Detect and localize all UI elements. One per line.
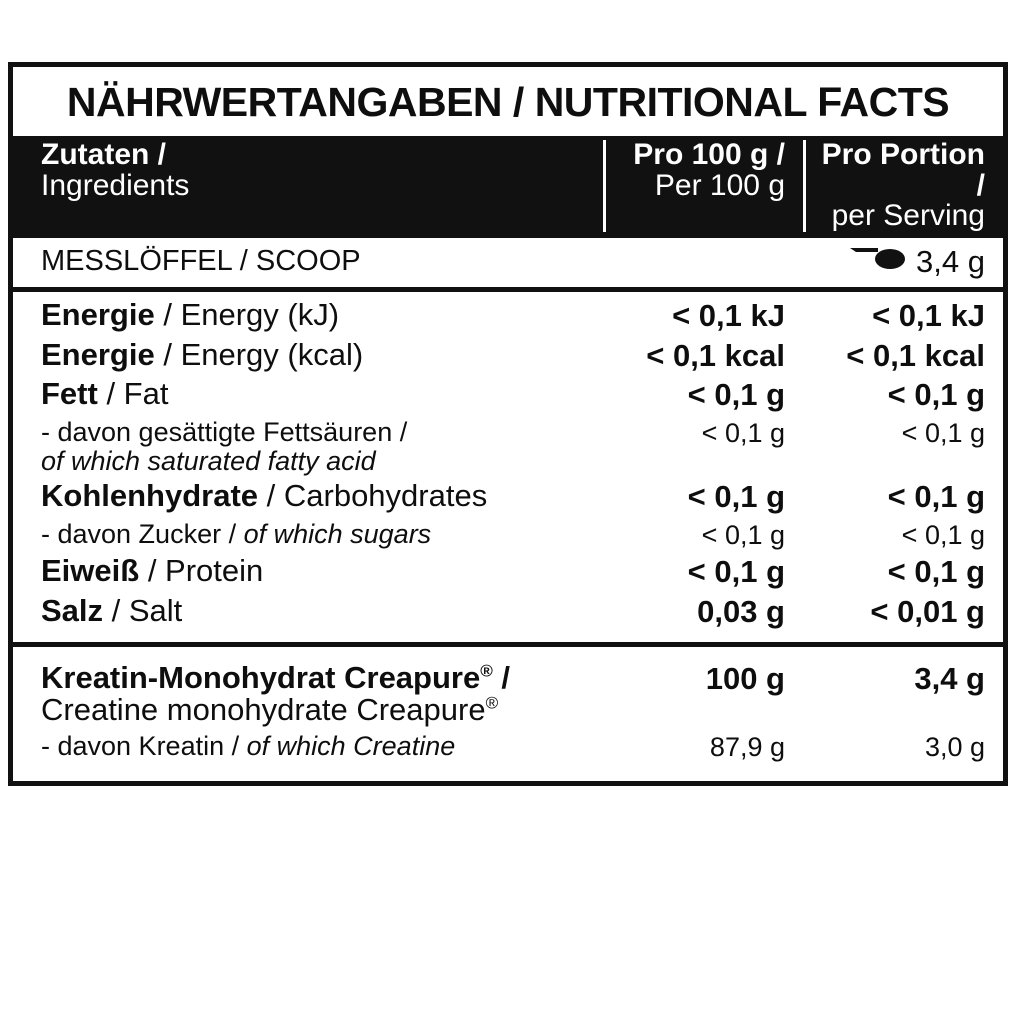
row-label-sep: / xyxy=(154,296,181,332)
header-per-serving-en: per Serving xyxy=(831,199,985,233)
row-label-en: Energy (kcal) xyxy=(180,336,364,372)
row-label-de: Energie xyxy=(41,296,155,332)
table-row xyxy=(13,659,1003,730)
scoop-label: MESSLÖFFEL / SCOOP xyxy=(41,245,361,278)
row-label-de: Energie xyxy=(41,336,155,372)
row-label-sep: / xyxy=(224,731,247,762)
title-bar xyxy=(13,67,1003,136)
row-label-en: Carbohydrates xyxy=(283,478,488,514)
row-label-sep: / xyxy=(221,518,244,549)
row-label-sep: / xyxy=(103,592,129,628)
row-label-sep: / xyxy=(97,376,124,412)
header-per-serving-de: Pro Portion / xyxy=(821,138,985,202)
registered-mark-de: ® xyxy=(480,661,493,681)
header-per-serving xyxy=(803,140,1003,232)
row-label-tail: / xyxy=(492,659,511,695)
table-row xyxy=(13,336,1003,376)
section-divider xyxy=(13,642,1003,647)
row-value-per-serving: < 0,1 g xyxy=(887,554,985,590)
row-value-per-100g: < 0,1 g xyxy=(687,554,785,590)
nutrient-rows-block-2 xyxy=(13,655,1003,781)
row-value-per-100g: < 0,1 kJ xyxy=(672,297,785,333)
row-label-sep: / xyxy=(258,478,284,514)
row-label-de: - davon Zucker xyxy=(41,518,222,549)
scoop-row xyxy=(13,238,1003,292)
row-label-de: Kohlenhydrate xyxy=(41,478,259,514)
table-row xyxy=(13,552,1003,592)
row-value-per-100g: 87,9 g xyxy=(709,732,785,763)
row-label-en: of which saturated fatty acid xyxy=(41,445,376,476)
row-label-en: Salt xyxy=(128,592,183,628)
header-per-100g-en: Per 100 g xyxy=(654,168,785,202)
row-value-per-serving: 3,4 g xyxy=(914,660,985,696)
header-per-100g-de: Pro 100 g / xyxy=(633,138,785,171)
header-per-100g xyxy=(603,140,803,232)
row-label-en: Protein xyxy=(165,553,264,589)
table-row xyxy=(13,375,1003,415)
header-ingredients-en: Ingredients xyxy=(41,168,190,202)
header-ingredients-de: Zutaten / xyxy=(41,138,166,171)
header-ingredients xyxy=(13,140,603,232)
row-label-en: Energy (kJ) xyxy=(180,296,340,332)
row-label-de: Kreatin-Monohydrat Creapure xyxy=(41,659,481,695)
row-value-per-serving: < 0,1 kcal xyxy=(846,337,985,373)
row-value-per-serving: < 0,1 g xyxy=(901,417,985,448)
scoop-value-cell xyxy=(794,243,1003,281)
nutrition-facts-panel xyxy=(8,62,1008,786)
row-value-per-100g: < 0,1 kcal xyxy=(646,337,785,373)
table-row xyxy=(13,592,1003,632)
table-header xyxy=(13,136,1003,238)
table-row xyxy=(13,517,1003,552)
row-label-de: Salz xyxy=(41,592,104,628)
page-title: NÄHRWERTANGABEN / NUTRITIONAL FACTS xyxy=(66,79,950,125)
registered-mark-en: ® xyxy=(485,694,499,714)
row-label-de: - davon Kreatin xyxy=(41,731,225,762)
row-value-per-100g: 0,03 g xyxy=(697,593,785,629)
row-label-en: of which Creatine xyxy=(246,731,456,762)
table-row xyxy=(13,296,1003,336)
row-value-per-serving: < 0,1 g xyxy=(887,377,985,413)
row-label-en: Fat xyxy=(123,376,169,412)
row-label-en: of which sugars xyxy=(243,518,432,549)
row-value-per-100g: < 0,1 g xyxy=(687,479,785,515)
row-value-per-serving: 3,0 g xyxy=(924,732,985,763)
row-value-per-100g: < 0,1 g xyxy=(687,377,785,413)
row-value-per-100g: < 0,1 g xyxy=(701,417,785,448)
row-label-de: Fett xyxy=(41,376,98,412)
row-value-per-serving: < 0,1 kJ xyxy=(872,297,985,333)
table-row xyxy=(13,729,1003,764)
table-row xyxy=(13,415,1003,477)
row-value-per-100g: 100 g xyxy=(705,660,785,696)
nutrient-rows-block-1 xyxy=(13,292,1003,632)
row-value-per-serving: < 0,01 g xyxy=(870,593,985,629)
row-label-en: Creatine monohydrate Creapure xyxy=(41,692,486,728)
table-row xyxy=(13,477,1003,517)
row-value-per-serving: < 0,1 g xyxy=(887,479,985,515)
row-label-de: - davon gesättigte Fettsäuren / xyxy=(41,416,408,447)
row-label-sep: / xyxy=(139,553,166,589)
scoop-value: 3,4 g xyxy=(916,243,985,279)
row-value-per-100g: < 0,1 g xyxy=(701,519,785,550)
row-label-de: Eiweiß xyxy=(41,553,140,589)
row-value-per-serving: < 0,1 g xyxy=(901,519,985,550)
scoop-icon xyxy=(848,243,906,281)
row-label-sep: / xyxy=(154,336,181,372)
